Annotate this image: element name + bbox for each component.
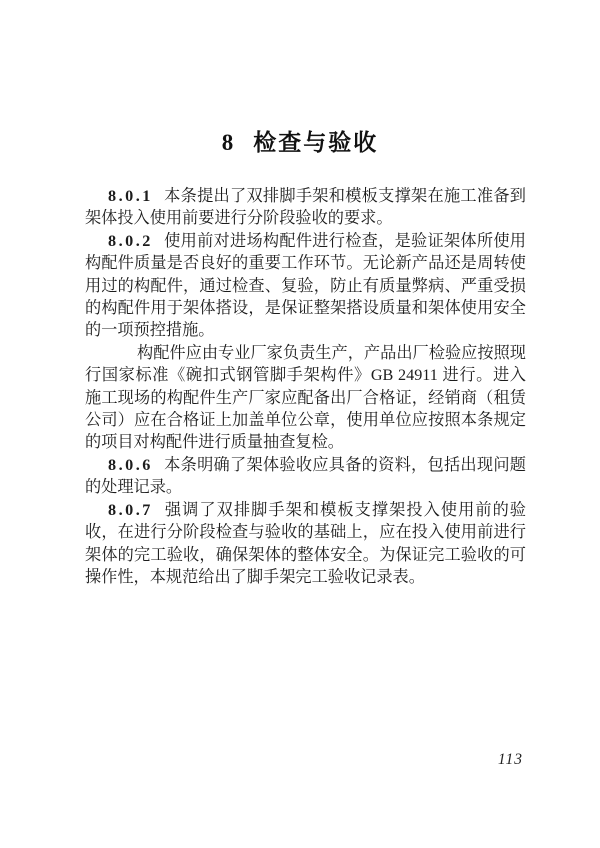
- content: [85, 185, 526, 588]
- clause-paragraph: [85, 185, 526, 230]
- clause-paragraph: [85, 499, 526, 589]
- clause-number: 8.0.2: [108, 231, 153, 250]
- clause-number: 8.0.1: [108, 187, 153, 205]
- clause-paragraph: [85, 230, 526, 342]
- clause-number: 8.0.7: [108, 500, 153, 519]
- clause-number: 8.0.6: [108, 455, 153, 474]
- clause-paragraph: [85, 454, 526, 499]
- paragraph-text: 使用前对进场构配件进行检查，是验证架体所使用构配件质量是否良好的重要工作环节。无论新产品还是周转使用过的构配件，通过检查、复验，防止有质量弊病、严重受损的构配件用于架体搭设，是保证整架搭设质量和架体使用安全的一项预控措施。: [85, 231, 526, 340]
- page-number: 113: [497, 751, 523, 768]
- paragraph-text: 本条明确了架体验收应具备的资料，包括出现问题的处理记录。: [85, 455, 526, 497]
- paragraph-text: 强调了双排脚手架和模板支撑架投入使用前的验收，在进行分阶段检查与验收的基础上，应在投入使用前进行架体的完工验收，确保架体的整体安全。为保证完工验收的可操作性，本规范给出了脚手架完工验收记录表。: [85, 500, 526, 586]
- body-paragraph: [85, 342, 526, 454]
- paragraph-text: 构配件应由专业厂家负责生产，产品出厂检验应按照现行国家标准《碗扣式钢管脚手架构件》GB 24911 进行。进入施工现场的构配件生产厂家应配备出厂合格证，经销商（租赁公司）应在合格证上加盖单位公章，使用单位应按照本条规定的项目对构配件进行质量抽查复检。: [85, 343, 526, 452]
- chapter-number: 8: [221, 130, 234, 155]
- paragraph-text: 本条提出了双排脚手架和模板支撑架在施工准备到架体投入使用前要进行分阶段验收的要求。: [85, 187, 526, 228]
- chapter-name: 检查与验收: [253, 130, 379, 155]
- chapter-title: [0, 124, 600, 157]
